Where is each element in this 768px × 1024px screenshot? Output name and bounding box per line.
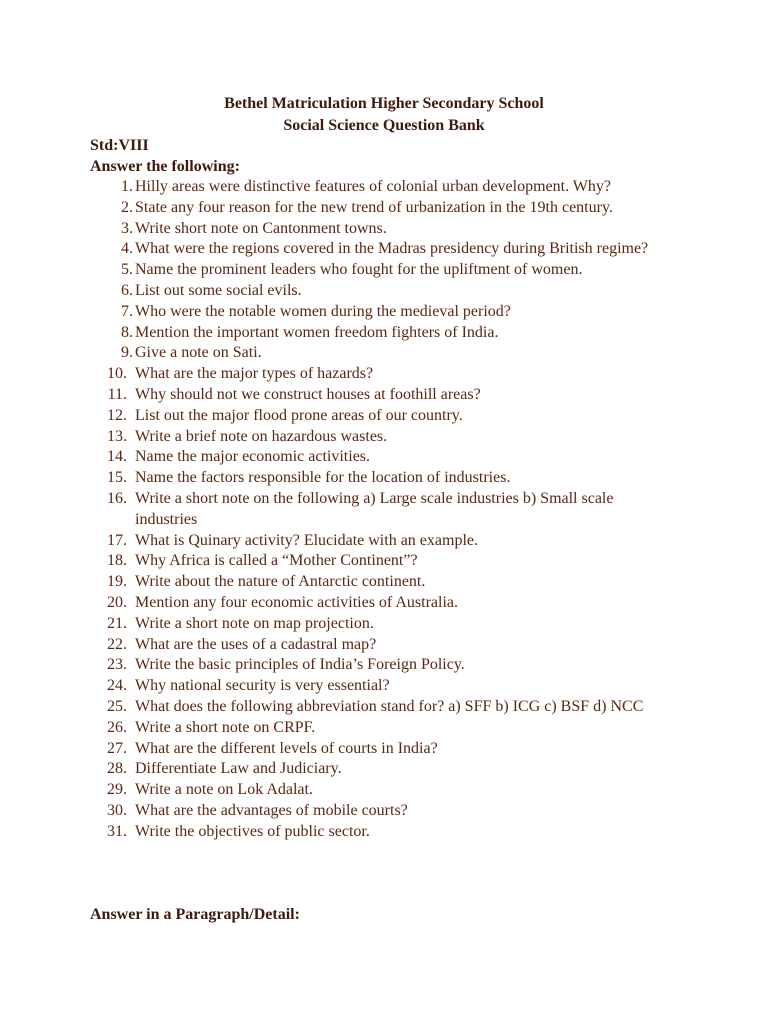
question-item <box>0 635 768 656</box>
question-item <box>0 697 768 718</box>
question-number: 4. <box>121 240 133 258</box>
question-item <box>0 323 768 344</box>
question-number: 2. <box>121 198 133 216</box>
question-item <box>0 655 768 676</box>
question-item <box>0 801 768 822</box>
question-number: 28. <box>107 760 127 778</box>
question-item <box>0 739 768 760</box>
question-item <box>0 822 768 843</box>
question-number: 20. <box>107 593 127 611</box>
question-number: 25. <box>107 697 127 715</box>
question-text: What is Quinary activity? Elucidate with an example. <box>135 531 478 549</box>
question-number: 30. <box>107 801 127 819</box>
question-number: 17. <box>107 531 127 549</box>
question-number: 22. <box>107 635 127 653</box>
question-item <box>0 219 768 240</box>
question-number: 31. <box>107 822 127 840</box>
question-text: State any four reason for the new trend of urbanization in the 19th century. <box>135 198 613 216</box>
question-text: Write about the nature of Antarctic continent. <box>135 573 426 591</box>
question-number: 9. <box>121 344 133 362</box>
question-text: What are the different levels of courts in India? <box>135 739 438 757</box>
question-item <box>0 676 768 697</box>
question-item <box>0 531 768 552</box>
question-number: 16. <box>107 489 127 507</box>
question-text: List out the major flood prone areas of our country. <box>135 406 463 424</box>
question-text: Write the objectives of public sector. <box>135 822 370 840</box>
question-number: 26. <box>107 718 127 736</box>
question-item <box>0 572 768 593</box>
question-text: Hilly areas were distinctive features of colonial urban development. Why? <box>135 178 611 195</box>
question-text: List out some social evils. <box>135 281 302 299</box>
question-number: 14. <box>107 448 127 466</box>
question-item <box>0 364 768 385</box>
question-number: 15. <box>107 469 127 487</box>
question-text: Write a short note on CRPF. <box>135 718 316 736</box>
question-number: 29. <box>107 781 127 799</box>
question-item <box>0 260 768 281</box>
question-text: Write the basic principles of India’s Foreign Policy. <box>135 656 465 674</box>
question-text: Why national security is very essential? <box>135 677 390 695</box>
question-text: What does the following abbreviation stand for? a) SFF b) ICG c) BSF d) NCC <box>135 697 644 715</box>
question-text: Who were the notable women during the medieval period? <box>135 302 511 320</box>
question-number: 6. <box>121 281 133 299</box>
question-text: Write a brief note on hazardous wastes. <box>135 427 388 445</box>
question-item <box>0 759 768 780</box>
section-heading-paragraph: Answer in a Paragraph/Detail: <box>90 906 300 923</box>
question-item <box>0 239 768 260</box>
question-number: 24. <box>107 677 127 695</box>
question-item <box>0 447 768 468</box>
question-text: Why should not we construct houses at foothill areas? <box>135 385 481 403</box>
question-item <box>0 406 768 427</box>
question-text: Write short note on Cantonment towns. <box>135 219 387 237</box>
question-text: Name the prominent leaders who fought for the upliftment of women. <box>135 261 583 279</box>
question-item <box>0 177 768 198</box>
question-text: Write a short note on the following a) Large scale industries b) Small scale industries <box>135 489 614 528</box>
question-text: Name the factors responsible for the location of industries. <box>135 469 511 487</box>
question-number: 11. <box>107 385 127 403</box>
question-item <box>0 281 768 302</box>
question-text: What are the advantages of mobile courts? <box>135 801 408 819</box>
school-name: Bethel Matriculation Higher Secondary School <box>224 95 544 112</box>
question-item <box>0 593 768 614</box>
question-text: Mention the important women freedom fighters of India. <box>135 323 499 341</box>
question-item <box>0 489 768 531</box>
question-item <box>0 551 768 572</box>
question-item <box>0 780 768 801</box>
question-item <box>0 385 768 406</box>
question-item <box>0 427 768 448</box>
question-number: 27. <box>107 739 127 757</box>
question-number: 10. <box>107 365 127 383</box>
question-number: 13. <box>107 427 127 445</box>
question-number: 1. <box>121 178 133 195</box>
question-item <box>0 614 768 635</box>
question-number: 8. <box>121 323 133 341</box>
question-item <box>0 198 768 219</box>
question-item <box>0 343 768 364</box>
question-number: 5. <box>121 261 133 279</box>
section-heading-short-answers: Answer the following: <box>90 158 240 175</box>
question-number: 23. <box>107 656 127 674</box>
standard-label: Std:VIII <box>90 137 149 154</box>
question-item <box>0 302 768 323</box>
question-text: Name the major economic activities. <box>135 448 371 466</box>
document-title: Social Science Question Bank <box>283 117 485 134</box>
question-number: 18. <box>107 552 127 570</box>
question-number: 21. <box>107 614 127 632</box>
question-number: 19. <box>107 573 127 591</box>
question-item <box>0 468 768 489</box>
question-list <box>0 177 768 843</box>
question-number: 3. <box>121 219 133 237</box>
question-number: 7. <box>121 302 133 320</box>
question-text: Differentiate Law and Judiciary. <box>135 760 342 778</box>
question-text: Mention any four economic activities of Australia. <box>135 593 459 611</box>
question-text: What are the major types of hazards? <box>135 365 374 383</box>
question-text: Give a note on Sati. <box>135 344 262 362</box>
question-text: Write a note on Lok Adalat. <box>135 781 313 799</box>
question-text: Write a short note on map projection. <box>135 614 374 632</box>
question-number: 12. <box>107 406 127 424</box>
question-text: What were the regions covered in the Madras presidency during British regime? <box>135 240 649 258</box>
question-text: Why Africa is called a “Mother Continent”? <box>135 552 418 570</box>
question-item <box>0 718 768 739</box>
question-text: What are the uses of a cadastral map? <box>135 635 377 653</box>
